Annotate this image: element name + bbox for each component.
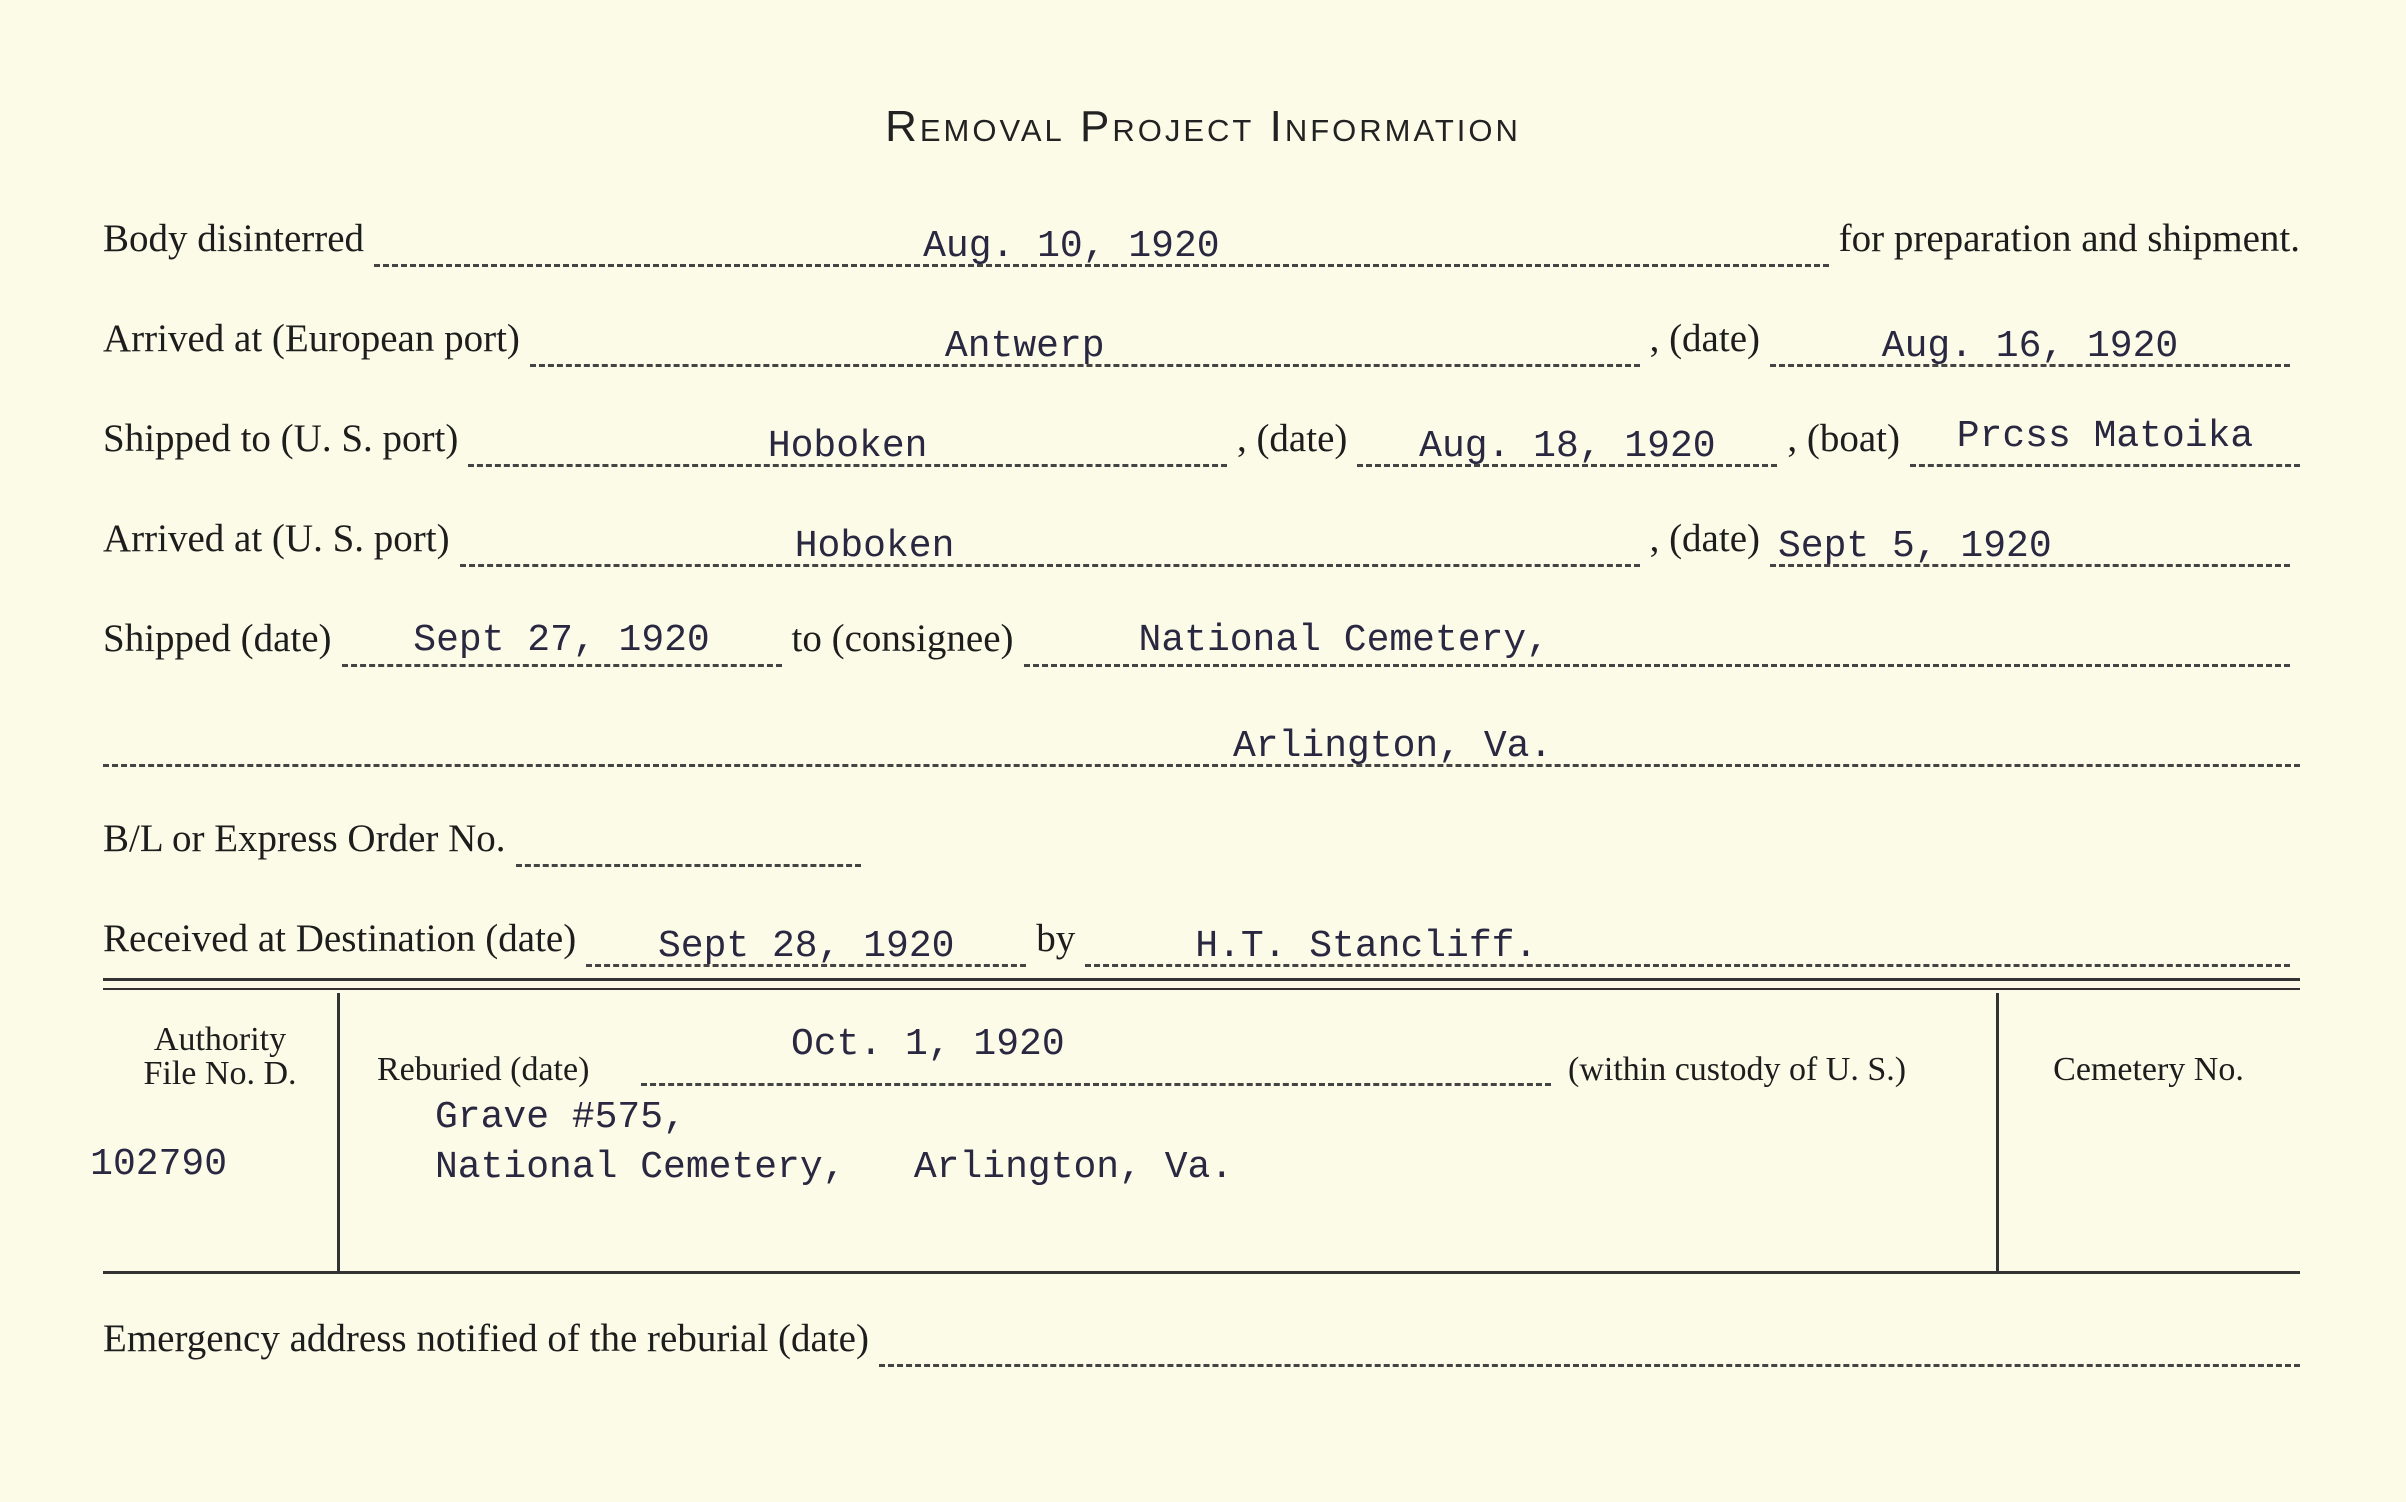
arrived-european-label: Arrived at (European port) xyxy=(103,317,520,360)
received-by-field xyxy=(1085,914,2290,967)
authority-label-line2: File No. D. xyxy=(143,1055,297,1092)
received-by: H.T. Stancliff. xyxy=(1195,925,1538,968)
shipped-us-date-label: , (date) xyxy=(1236,417,1348,460)
arrived-us-label: Arrived at (U. S. port) xyxy=(103,517,450,560)
arrived-us-date: Sept 5, 1920 xyxy=(1778,525,2052,568)
received-label: Received at Destination (date) xyxy=(103,917,577,960)
disinterred-label: Body disinterred xyxy=(103,217,365,260)
page-title: Removal Project Information xyxy=(885,102,1521,151)
emergency-row xyxy=(103,1305,2300,1367)
shipped-date: Sept 27, 1920 xyxy=(413,619,710,662)
shipped-row xyxy=(103,605,2300,667)
disinterred-field xyxy=(374,214,1829,267)
shipped-label: Shipped (date) xyxy=(103,617,332,660)
consignee-line2-row xyxy=(103,705,2300,767)
authority-file-no: 102790 xyxy=(90,1143,227,1186)
divider-top-inner xyxy=(103,988,2300,990)
reburied-date: Oct. 1, 1920 xyxy=(791,1023,1065,1066)
arrived-european-field xyxy=(530,314,1640,367)
arrived-us-row xyxy=(103,505,2300,567)
arrived-european-date-field xyxy=(1770,314,2290,367)
bl-row xyxy=(103,805,2300,867)
authority-label-line1: Authority xyxy=(153,1021,287,1058)
received-date: Sept 28, 1920 xyxy=(657,925,955,968)
reburied-date-field xyxy=(641,1023,1551,1086)
custody-label: (within custody of U. S.) xyxy=(1568,1051,1907,1088)
arrived-us-date-field xyxy=(1770,514,2290,567)
reburied-label: Reburied (date) xyxy=(377,1051,590,1088)
arrived-us-value: Hoboken xyxy=(794,525,955,568)
received-by-label: by xyxy=(1036,917,1076,960)
grave-line1: Grave #575, xyxy=(435,1096,686,1139)
divider-bottom xyxy=(103,1271,2300,1274)
disinterred-row xyxy=(103,205,2300,267)
consignee-value: National Cemetery, xyxy=(1138,619,1549,662)
consignee-label: to (consignee) xyxy=(791,617,1014,660)
received-date-field xyxy=(586,914,1026,967)
shipped-us-date: Aug. 18, 1920 xyxy=(1419,425,1716,468)
shipped-us-boat-label: , (boat) xyxy=(1787,417,1900,460)
grave-line2: National Cemetery, Arlington, Va. xyxy=(435,1146,1234,1189)
box-divider-left xyxy=(337,993,340,1271)
shipped-us-value: Hoboken xyxy=(767,425,928,468)
arrived-us-field xyxy=(460,514,1640,567)
arrived-us-date-label: , (date) xyxy=(1649,517,1760,560)
emergency-field xyxy=(879,1314,2300,1367)
shipped-us-boat-field xyxy=(1910,414,2300,467)
box-divider-right xyxy=(1996,993,1999,1271)
consignee-field xyxy=(1024,614,2290,667)
arrived-european-date-label: , (date) xyxy=(1649,317,1760,360)
cemetery-no-label: Cemetery No. xyxy=(2053,1051,2244,1088)
emergency-label: Emergency address notified of the reburial (date) xyxy=(103,1317,869,1360)
reburial-box xyxy=(90,993,2300,1271)
received-row xyxy=(103,905,2300,967)
bl-label: B/L or Express Order No. xyxy=(103,817,506,860)
authority-label xyxy=(103,1023,337,1091)
disinterred-suffix: for preparation and shipment. xyxy=(1838,217,2300,260)
arrived-european-value: Antwerp xyxy=(944,325,1105,368)
shipped-us-boat: Prcss Matoika xyxy=(1956,415,2254,458)
shipped-us-field xyxy=(468,414,1227,467)
disinterred-value: Aug. 10, 1920 xyxy=(923,225,1220,268)
shipped-us-row xyxy=(103,405,2300,467)
consignee-line2-field xyxy=(103,714,2300,767)
divider-top xyxy=(103,978,2300,981)
arrived-european-row xyxy=(103,305,2300,367)
shipped-us-date-field xyxy=(1357,414,1777,467)
shipped-us-label: Shipped to (U. S. port) xyxy=(103,417,459,460)
consignee-line2-value: Arlington, Va. xyxy=(1233,725,1553,768)
arrived-european-date: Aug. 16, 1920 xyxy=(1881,325,2179,368)
shipped-date-field xyxy=(342,614,782,667)
bl-field xyxy=(516,814,861,867)
